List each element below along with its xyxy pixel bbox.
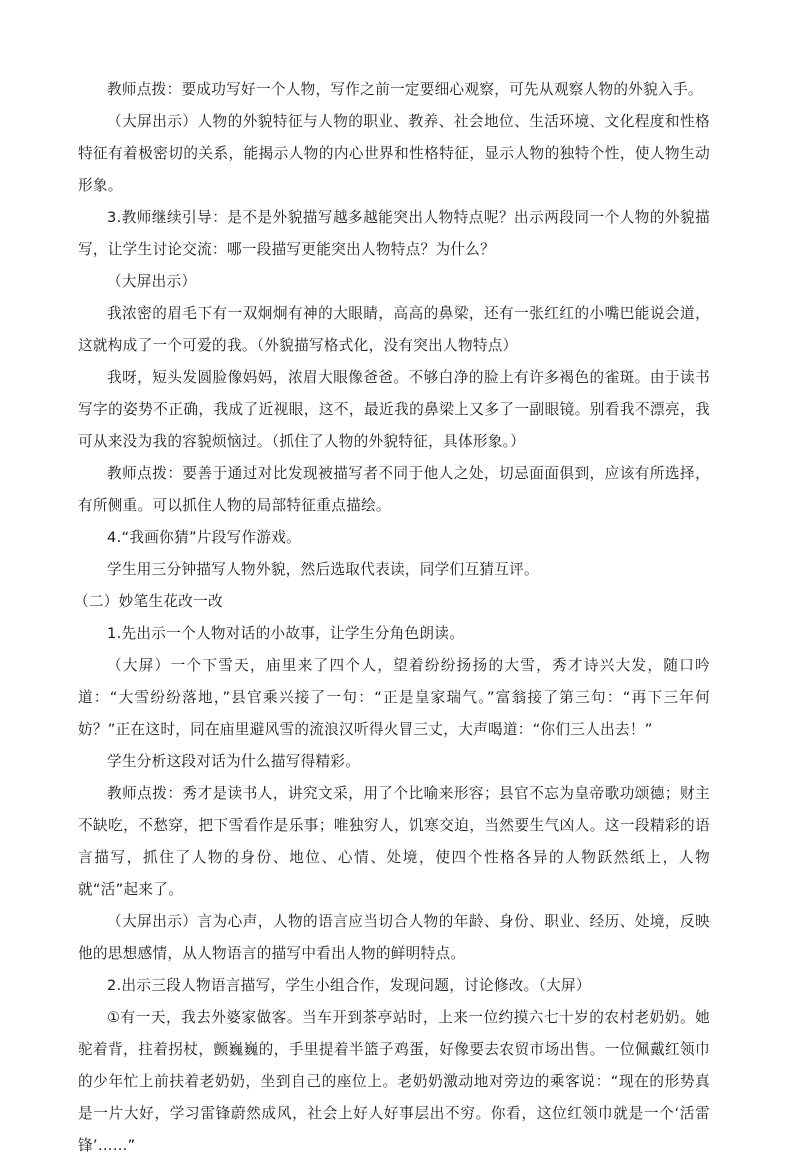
paragraph-screen-display-3: （大屏出示）言为心声，人物的语言应当切合人物的年龄、身份、职业、经历、处境，反映他的思想感情，从人物语言的描写中看出人物的鲜明特点。 — [78, 913, 710, 962]
paragraph-step-2: 2.出示三段人物语言描写，学生小组合作，发现问题，讨论修改。（大屏） — [107, 977, 591, 994]
paragraph-example-1: 我浓密的眉毛下有一双炯炯有神的大眼睛，高高的鼻梁，还有一张红红的小嘴巴能说会道，这就构成了一个可爱的我。（外貌描写格式化，没有突出人物特点） — [78, 305, 710, 354]
paragraph-passage-1: ①有一天，我去外婆家做客。当车开到茶亭站时，上来一位约摸六七十岁的农村老奶奶。她驼着背，拄着拐杖，颤巍巍的，手里提着半篮子鸡蛋，好像要去农贸市场出售。一位佩戴红领巾的少年忙上前扶着老奶奶，坐到自己的座位上。老奶奶激动地对旁边的乘客说：“现在的形势真是一片大好，学习雷锋蔚然成风，社会上好人好事层出不穷。你看，这位红领巾就是一个‘活雷锋’……” — [78, 1009, 710, 1154]
paragraph-student-activity: 学生用三分钟描写人物外貌，然后选取代表读，同学们互猜互评。 — [107, 561, 539, 578]
paragraph-teacher-tip-2: 教师点拨：要善于通过对比发现被描写者不同于他人之处，切忌面面俱到，应该有所选择，有所侧重。可以抓住人物的局部特征重点描绘。 — [78, 465, 710, 514]
paragraph-story: （大屏）一个下雪天，庙里来了四个人，望着纷纷扬扬的大雪，秀才诗兴大发，随口吟道：“大雪纷纷落地，”县官乘兴接了一句：“正是皇家瑞气。”富翁接了第三句：“再下三年何妨？”正在这时，同在庙里避风雪的流浪汉听得火冒三丈，大声喝道：“你们三人出去！” — [78, 657, 710, 738]
paragraph-student-analysis: 学生分析这段对话为什么描写得精彩。 — [107, 753, 361, 770]
paragraph-screen-display-2: （大屏出示） — [107, 273, 197, 290]
paragraph-example-2: 我呀，短头发圆脸像妈妈，浓眉大眼像爸爸。不够白净的脸上有许多褐色的雀斑。由于读书写字的姿势不正确，我成了近视眼，这不，最近我的鼻梁上又多了一副眼镜。别看我不漂亮，我可从来没为我的容貌烦恼过。（抓住了人物的外貌特征，具体形象。） — [78, 369, 710, 450]
document-body — [74, 74, 710, 1162]
section-heading-2: （二）妙笔生花改一改 — [74, 593, 223, 610]
paragraph-step-4: 4.“我画你猜”片段写作游戏。 — [107, 529, 302, 546]
paragraph-teacher-tip-1: 教师点拨：要成功写好一个人物，写作之前一定要细心观察，可先从观察人物的外貌入手。 — [107, 81, 703, 98]
paragraph-step-1: 1.先出示一个人物对话的小故事，让学生分角色朗读。 — [107, 625, 465, 642]
paragraph-step-3: 3.教师继续引导：是不是外貌描写越多越能突出人物特点呢？出示两段同一个人物的外貌描写，让学生讨论交流：哪一段描写更能突出人物特点？为什么？ — [78, 209, 710, 258]
paragraph-teacher-tip-3: 教师点拨：秀才是读书人，讲究文采，用了个比喻来形容；县官不忘为皇帝歌功颂德；财主不缺吃，不愁穿，把下雪看作是乐事；唯独穷人，饥寒交迫，当然要生气凶人。这一段精彩的语言描写，抓住了人物的身份、地位、心情、处境，使四个性格各异的人物跃然纸上，人物就“活”起来了。 — [78, 785, 710, 898]
paragraph-screen-display-1: （大屏出示）人物的外貌特征与人物的职业、教养、社会地位、生活环境、文化程度和性格特征有着极密切的关系，能揭示人物的内心世界和性格特征，显示人物的独特个性，使人物生动形象。 — [78, 113, 710, 194]
